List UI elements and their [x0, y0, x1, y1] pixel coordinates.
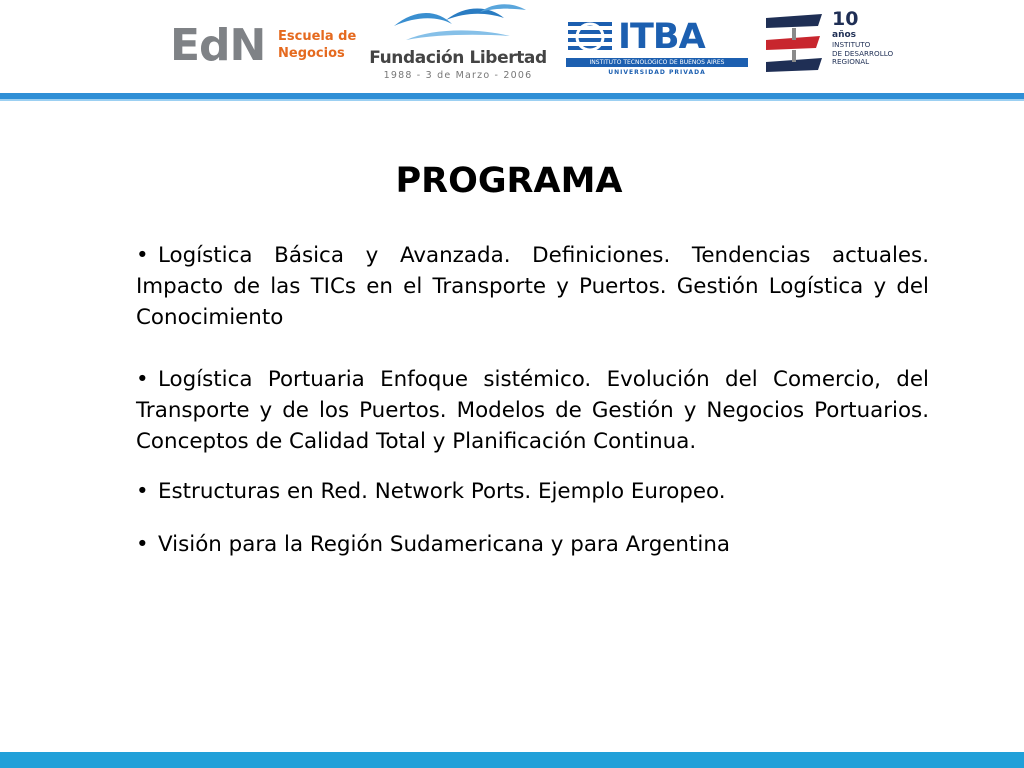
bullet-dot-icon: •: [136, 532, 149, 557]
instituto-years-label: años: [832, 30, 857, 40]
bullet-dot-icon: •: [136, 479, 149, 504]
edn-logo-subtitle: [278, 28, 356, 62]
bullet-text: Visión para la Región Sudamericana y para Argentina: [158, 532, 730, 557]
footer-band: [0, 752, 1024, 768]
edn-logo-line1: Escuela de: [278, 29, 357, 44]
itba-logo-mark: ITBA: [618, 17, 705, 57]
bullet-text: Estructuras en Red. Network Ports. Ejemplo Europeo.: [158, 479, 726, 504]
instituto-name: [832, 41, 893, 67]
instituto-name-line1: INSTITUTO: [832, 40, 871, 49]
itba-logo: [566, 18, 748, 76]
bullet-dot-icon: •: [136, 367, 149, 392]
instituto-years-number: 10: [832, 8, 859, 30]
instituto-name-line3: REGIONAL: [832, 57, 870, 67]
bullet-item: [136, 529, 929, 560]
sponsor-logo-bar: [0, 0, 1024, 92]
fundacion-libertad-name: Fundación Libertad: [369, 48, 547, 68]
instituto-name-line2: DE DESARROLLO: [832, 48, 894, 58]
slide-title: PROGRAMA: [395, 161, 623, 201]
edn-logo-line2: Negocios: [278, 46, 345, 61]
program-bullet-list: [136, 240, 929, 560]
fundacion-libertad-date: 1988 - 3 de Marzo - 2006: [383, 70, 533, 81]
header-divider-highlight: [0, 99, 1024, 101]
flags-logo-icon: [762, 10, 830, 82]
bullet-dot-icon: •: [136, 243, 149, 268]
bullet-item: [136, 476, 929, 507]
bullet-text: Logística Portuaria Enfoque sistémico. Evolución del Comercio, del Transporte y de los Puertos. Modelos de Gestión y Negocios Portuarios. Conceptos de Calidad Total y Planificación Continua.: [136, 367, 929, 454]
edn-logo-mark: EdN: [170, 20, 266, 71]
bullet-text: Logística Básica y Avanzada. Definiciones. Tendencias actuales. Impacto de las TICs en el Transporte y Puertos. Gestión Logística y del Conocimiento: [136, 243, 929, 330]
instituto-desarrollo-regional-logo: [762, 10, 902, 82]
itba-stripes-icon: [566, 18, 614, 56]
itba-logo-subtitle: UNIVERSIDAD PRIVADA: [608, 69, 706, 76]
fundacion-libertad-logo: [366, 2, 550, 88]
bullet-item: [136, 240, 929, 333]
bullet-item: [136, 364, 929, 457]
birds-logo-icon: [386, 2, 536, 46]
itba-logo-band: INSTITUTO TECNOLOGICO DE BUENOS AIRES: [566, 58, 748, 67]
